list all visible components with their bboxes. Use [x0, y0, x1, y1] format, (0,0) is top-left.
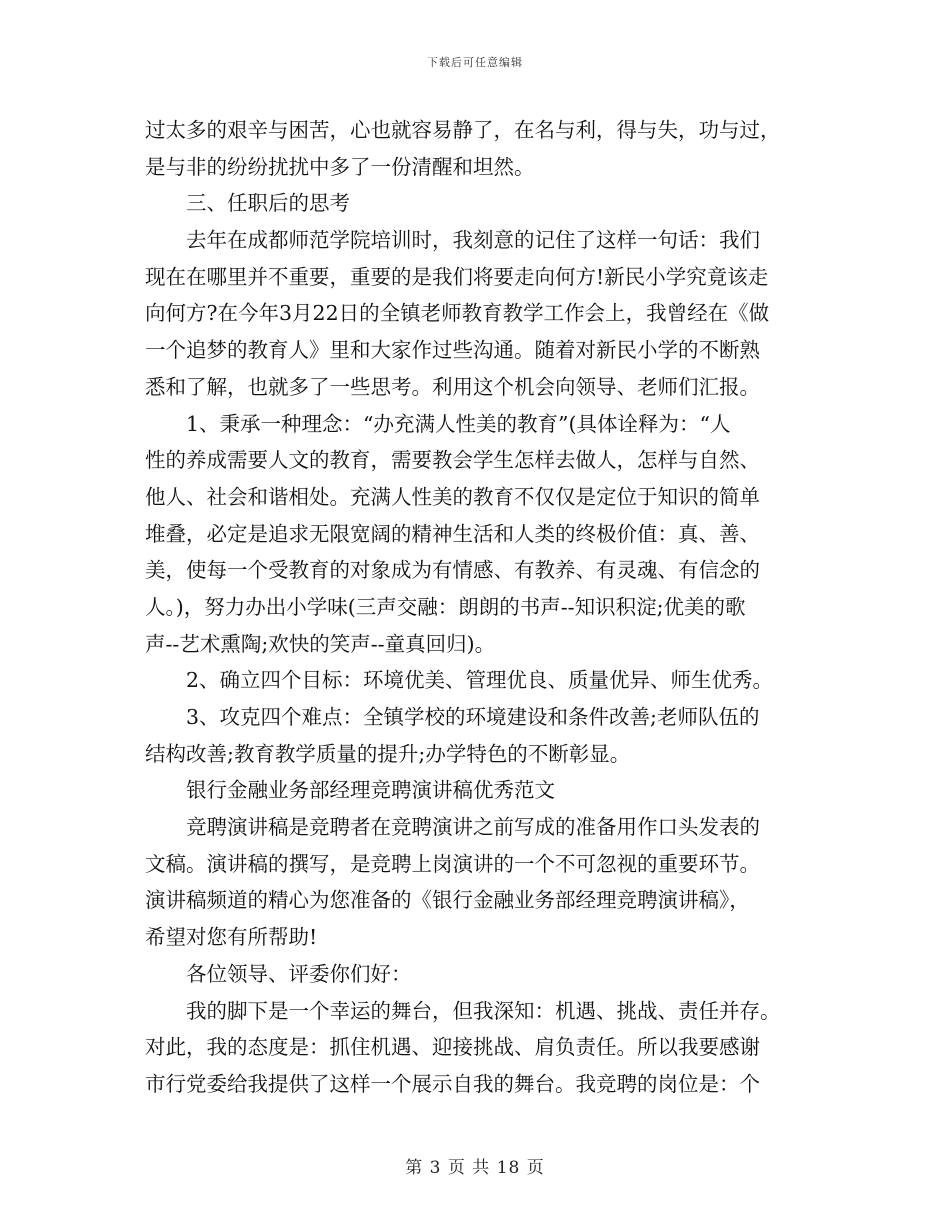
- text-line: 结构改善;教育教学质量的提升;办学特色的不断彰显。: [145, 741, 631, 766]
- text-line: 各位领导、评委你们好：: [145, 961, 412, 986]
- footer-total-prefix: 共: [472, 1158, 491, 1178]
- text-line: 三、任职后的思考: [145, 191, 350, 216]
- text-line: 美，使每一个受教育的对象成为有情感、有教养、有灵魂、有信念的: [145, 558, 760, 583]
- text-line: 演讲稿频道的精心为您准备的《银行金融业务部经理竞聘演讲稿》，: [145, 888, 750, 913]
- footer-page-unit: 页: [447, 1158, 466, 1178]
- text-line: 他人、社会和谐相处。充满人性美的教育不仅仅是定位于知识的简单: [145, 484, 760, 509]
- text-line: 对此，我的态度是：抓住机遇、迎接挑战、肩负责任。所以我要感谢: [145, 1035, 760, 1060]
- page-header-note: 下载后可任意编辑: [427, 56, 523, 69]
- text-line: 悉和了解，也就多了一些思考。利用这个机会向领导、老师们汇报。: [145, 374, 760, 399]
- text-line: 去年在成都师范学院培训时，我刻意的记住了这样一句话：我们: [145, 228, 760, 253]
- text-line: 1、秉承一种理念：“办充满人性美的教育”(具体诠释为：“人: [145, 411, 731, 436]
- text-line: 现在在哪里并不重要，重要的是我们将要走向何方!新民小学究竟该走: [145, 264, 769, 289]
- text-line: 2、确立四个目标：环境优美、管理优良、质量优异、师生优秀。: [145, 668, 774, 693]
- text-line: 堆叠，必定是追求无限宽阔的精神生活和人类的终极价值：真、善、: [145, 521, 760, 546]
- text-line: 市行党委给我提供了这样一个展示自我的舞台。我竞聘的岗位是：个: [145, 1071, 760, 1096]
- footer-total-unit: 页: [526, 1158, 545, 1178]
- text-line: 竞聘演讲稿是竞聘者在竞聘演讲之前写成的准备用作口头发表的: [145, 815, 760, 840]
- text-line: 一个追梦的教育人》里和大家作过些沟通。随着对新民小学的不断熟: [145, 338, 760, 363]
- text-line: 性的养成需要人文的教育，需要教会学生怎样去做人，怎样与自然、: [145, 448, 760, 473]
- document-body: [145, 112, 807, 1103]
- text-line: 文稿。演讲稿的撰写，是竞聘上岗演讲的一个不可忽视的重要环节。: [145, 851, 760, 876]
- footer-page-number: 3: [429, 1158, 442, 1178]
- page-footer: [0, 1153, 950, 1178]
- footer-total-pages: 18: [496, 1158, 521, 1178]
- footer-prefix: 第: [405, 1158, 424, 1178]
- text-line: 3、攻克四个难点：全镇学校的环境建设和条件改善;老师队伍的: [145, 705, 760, 729]
- text-line: 希望对您有所帮助!: [145, 925, 318, 950]
- text-line: 过太多的艰辛与困苦，心也就容易静了，在名与利，得与失，功与过，: [145, 118, 781, 142]
- text-line: 是与非的纷纷扰扰中多了一份清醒和坦然。: [145, 154, 535, 179]
- text-line: 人。)，努力办出小学味(三声交融：朗朗的书声--知识积淀;优美的歌: [145, 594, 746, 619]
- text-line: 我的脚下是一个幸运的舞台，但我深知：机遇、挑战、责任并存。: [145, 998, 781, 1023]
- text-line: 声--艺术熏陶;欢快的笑声--童真回归)。: [145, 631, 496, 656]
- text-line: 银行金融业务部经理竞聘演讲稿优秀范文: [145, 778, 555, 803]
- text-line: 向何方?在今年3月22日的全镇老师教育教学工作会上，我曾经在《做: [145, 301, 770, 326]
